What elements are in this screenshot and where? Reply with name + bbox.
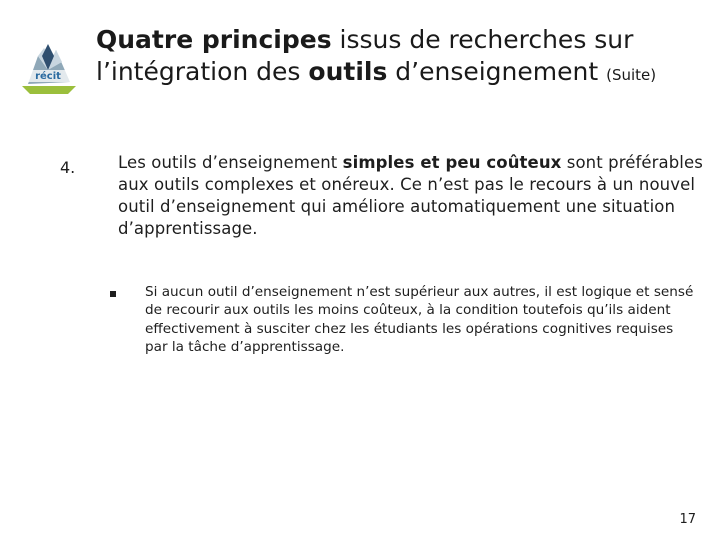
title-text-4: d’enseignement	[387, 57, 607, 86]
subbullet-text: Si aucun outil d’enseignement n’est supérieur aux autres, il est logique et sensé de recourir aux outils les moins coûteux, à la condition toutefois qu’ils aident effectivement à susciter chez les étudiants les opérations cognitives requises par la tâche d’apprentissage.	[145, 284, 694, 356]
title-bold-3: outils	[308, 57, 388, 86]
item-text-after: sont préférables aux outils complexes et onéreux. Ce n’est pas le recours à un nouvel outil d’enseignement qui améliore automatiquement une situation d’apprentissage.	[118, 153, 703, 238]
square-bullet-icon	[110, 291, 116, 297]
page-number: 17	[679, 512, 696, 527]
item-text-before: Les outils d’enseignement	[118, 153, 343, 172]
item-text-bold: simples et peu coûteux	[342, 153, 562, 172]
item-number: 4.	[60, 158, 76, 177]
title-suffix: (Suite)	[606, 66, 657, 84]
title-bold-1: Quatre principes	[96, 25, 332, 54]
recit-logo-icon	[18, 36, 80, 98]
slide-title	[96, 24, 696, 91]
logo-text: récit	[35, 71, 61, 82]
title-text-2: issus de recherches sur l’intégration des	[96, 25, 634, 86]
item-text	[118, 152, 703, 240]
